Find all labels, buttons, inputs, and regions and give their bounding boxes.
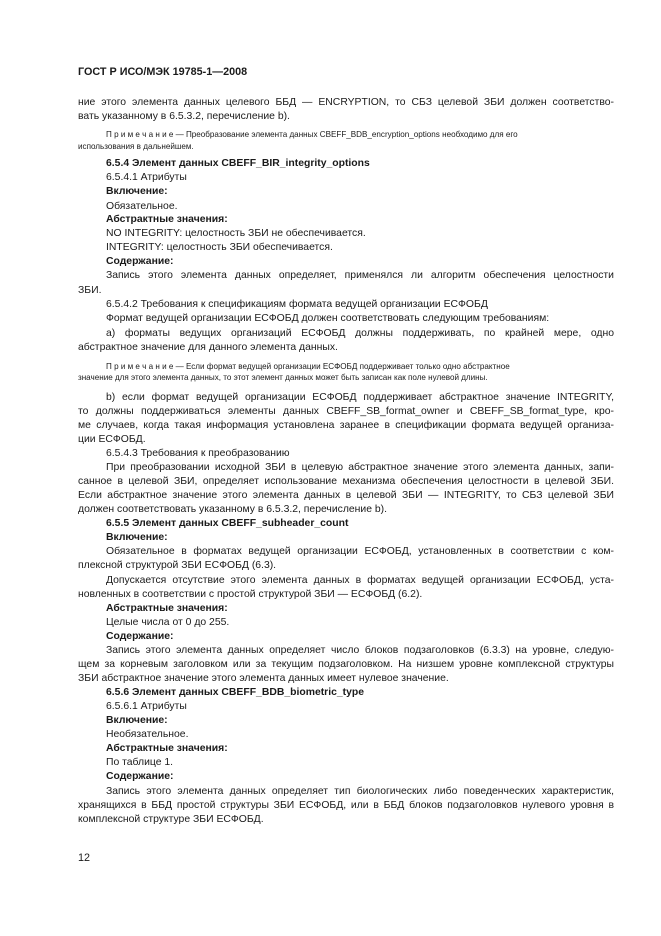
subsection-heading: 6.5.4.3 Требования к преобразованию xyxy=(106,448,290,459)
field-label: Абстрактные значения: xyxy=(106,743,228,754)
note-line: использования в дальнейшем. xyxy=(78,142,194,151)
list-item-line: абстрактное значение для данного элемента данных. xyxy=(78,342,338,353)
paragraph-line: Запись этого элемента данных определяет, применялся ли алгоритм обеспечения целостности xyxy=(106,270,614,281)
paragraph-line: ЗБИ. xyxy=(78,285,102,296)
paragraph-line: должен соответствовать указанному в 6.5.3.2, перечисление b). xyxy=(78,504,387,515)
field-label: Абстрактные значения: xyxy=(106,603,228,614)
field-value: Необязательное. xyxy=(106,729,189,740)
note-line: П р и м е ч а н и е — Если формат ведущей организации ЕСФОБД поддерживает только одно абстрактное xyxy=(106,362,510,371)
paragraph-line: Формат ведущей организации ЕСФОБД должен соответствовать следующим требованиям: xyxy=(106,313,550,324)
list-item-line: а) форматы ведущих организаций ЕСФОБД должны поддерживать, по крайней мере, одно xyxy=(106,328,614,339)
page-number: 12 xyxy=(78,852,91,864)
field-label: Содержание: xyxy=(106,631,174,642)
list-item-line: b) если формат ведущей организации ЕСФОБД поддерживает абстрактное значение INTEGRITY, xyxy=(106,392,614,403)
field-label: Содержание: xyxy=(106,256,174,267)
paragraph-line: Если абстрактное значение этого элемента данных в целевой ЗБИ — INTEGRITY, то СБЗ целевой ЗБИ xyxy=(78,490,614,501)
list-item-line: ме случаев, когда такая информация установлена заранее в спецификации формата ведущей организа- xyxy=(78,420,614,431)
field-label: Содержание: xyxy=(106,771,174,782)
field-label: Включение: xyxy=(106,532,168,543)
paragraph-line: вать указанному в 6.5.3.2, перечисление b). xyxy=(78,111,290,122)
subsection-heading: 6.5.4.1 Атрибуты xyxy=(106,172,187,183)
subsection-heading: 6.5.4.2 Требования к спецификациям формата ведущей организации ЕСФОБД xyxy=(106,299,488,310)
field-value: INTEGRITY: целостность ЗБИ обеспечивается. xyxy=(106,242,333,253)
note-line: П р и м е ч а н и е — Преобразование элемента данных CBEFF_BDB_encryption_options необходимо для его xyxy=(106,130,518,139)
paragraph-line: ние этого элемента данных целевого ББД — ENCRYPTION, то СБЗ целевой ЗБИ должен соответство- xyxy=(78,97,614,108)
field-value: NO INTEGRITY: целостность ЗБИ не обеспечивается. xyxy=(106,228,366,239)
paragraph-line: санное в целевой ЗБИ, определяет использование механизма обеспечения целостности в целевой ЗБИ. xyxy=(78,476,614,487)
section-heading-6-5-6: 6.5.6 Элемент данных CBEFF_BDB_biometric_type xyxy=(106,687,365,698)
section-heading-6-5-4: 6.5.4 Элемент данных CBEFF_BIR_integrity_options xyxy=(106,158,370,169)
field-value: Обязательное. xyxy=(106,201,178,212)
paragraph-line: Запись этого элемента данных определяет число блоков подзаголовков (6.3.3) на уровне, следую- xyxy=(106,645,614,656)
subsection-heading: 6.5.6.1 Атрибуты xyxy=(106,701,187,712)
paragraph-line: новленных в соответствии с простой структурой ЗБИ — ЕСФОБД (6.2). xyxy=(78,589,423,600)
field-value: По таблице 1. xyxy=(106,757,174,768)
field-label: Включение: xyxy=(106,715,168,726)
paragraph-line: хранящихся в ББД простой структуры ЗБИ ЕСФОБД, или в ББД блоков подзаголовков нулевого уровня в xyxy=(78,800,614,811)
list-item-line: то должны поддерживаться элементы данных CBEFF_SB_format_owner и CBEFF_SB_format_type, кро- xyxy=(78,406,614,417)
page-header-title: ГОСТ Р ИСО/МЭК 19785-1—2008 xyxy=(78,66,248,78)
field-label: Включение: xyxy=(106,186,168,197)
section-heading-6-5-5: 6.5.5 Элемент данных CBEFF_subheader_count xyxy=(106,518,349,529)
paragraph-line: Запись этого элемента данных определяет тип биологических либо поведенческих характеристик, xyxy=(106,786,614,797)
field-label: Абстрактные значения: xyxy=(106,214,228,225)
paragraph-line: плексной структурой ЗБИ ЕСФОБД (6.3). xyxy=(78,560,277,571)
note-line: значение для этого элемента данных, то этот элемент данных может быть записан как поле нулевой длины. xyxy=(78,373,488,382)
paragraph-line: Допускается отсутствие этого элемента данных в форматах ведущей организации ЕСФОБД, уста- xyxy=(106,575,614,586)
field-value: Целые числа от 0 до 255. xyxy=(106,617,230,628)
list-item-line: ции ЕСФОБД. xyxy=(78,434,146,445)
paragraph-line: щем за корневым заголовком или за текущим подзаголовком. На низшем уровне комплексной структуры xyxy=(78,659,614,670)
paragraph-line: Обязательное в форматах ведущей организации ЕСФОБД, установленных в соответствии с ком- xyxy=(106,546,614,557)
paragraph-line: комплексной структуре ЗБИ ЕСФОБД. xyxy=(78,814,264,825)
paragraph-line: При преобразовании исходной ЗБИ в целевую абстрактное значение этого элемента данных, запи- xyxy=(106,462,614,473)
paragraph-line: ЗБИ абстрактное значение этого элемента данных имеет нулевое значение. xyxy=(78,673,449,684)
